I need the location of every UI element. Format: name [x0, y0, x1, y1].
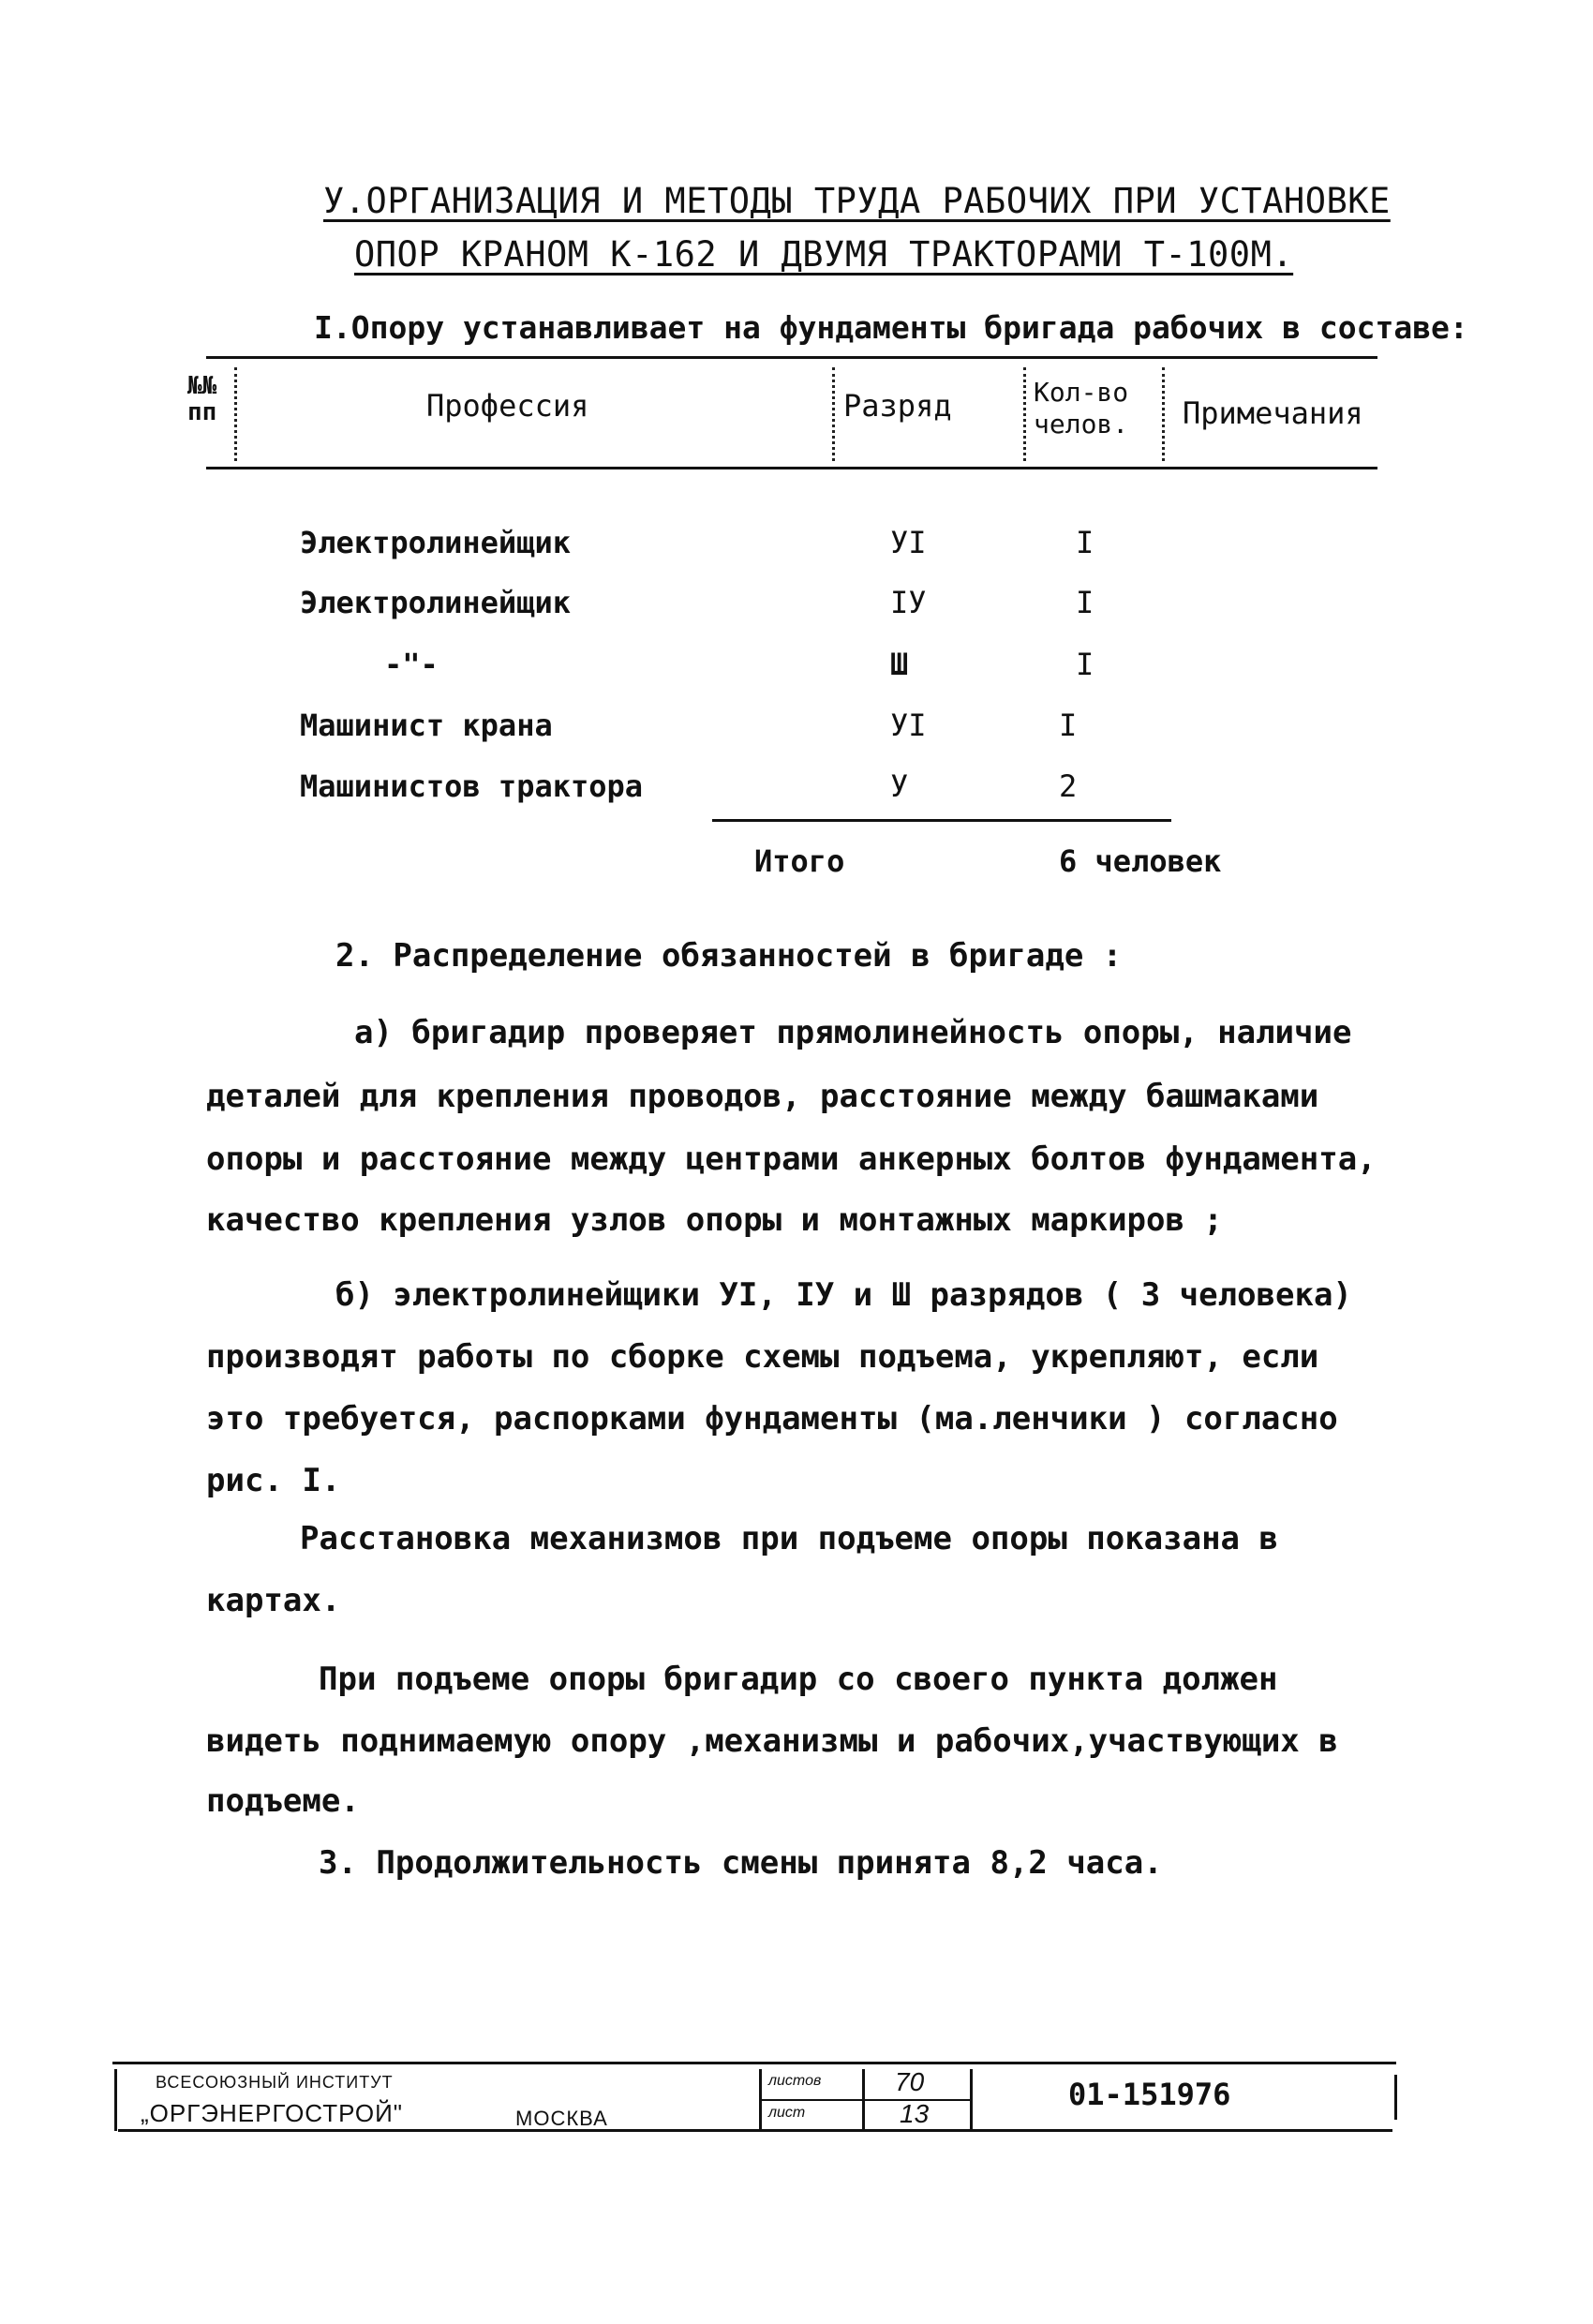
- row-grade: У: [890, 768, 909, 804]
- paragraph-line: б) электролинейщики УI, IУ и Ш разрядов ( 3 человека): [335, 1276, 1352, 1314]
- paragraph-line: деталей для крепления проводов, расстояние между башмаками: [206, 1078, 1319, 1115]
- stamp-city: МОСКВА: [515, 2107, 608, 2130]
- stamp-sheet-value: 13: [900, 2099, 930, 2128]
- title-block: [112, 2062, 1396, 2174]
- row-profession: Электролинейщик: [300, 525, 571, 560]
- header-note: Примечания: [1183, 395, 1363, 431]
- stamp-doc-code: 01-151976: [1068, 2077, 1231, 2112]
- header-count: Кол-во челов.: [1034, 377, 1129, 439]
- stamp-sheets-value: 70: [895, 2067, 925, 2096]
- row-grade: УI: [890, 708, 927, 743]
- column-divider: [1162, 367, 1165, 461]
- section3-shift-duration: 3. Продолжительность смены принята 8,2 часа.: [319, 1844, 1163, 1882]
- paragraph-line: качество крепления узлов опоры и монтажных маркиров ;: [206, 1201, 1223, 1239]
- paragraph-line: подъеме.: [206, 1782, 360, 1820]
- column-divider: [234, 367, 237, 461]
- document-title-line2: ОПОР КРАНОМ К-162 И ДВУМЯ ТРАКТОРАМИ Т-100М.: [354, 234, 1294, 275]
- paragraph-line: При подъеме опоры бригадир со своего пункта должен: [319, 1661, 1278, 1698]
- row-grade: Ш: [890, 647, 909, 682]
- row-count: I: [1059, 708, 1078, 743]
- row-profession: -"-: [384, 647, 439, 682]
- paragraph-line: производят работы по сборке схемы подъема, укрепляют, если: [206, 1338, 1319, 1376]
- stamp-right-rule: [1394, 2075, 1397, 2120]
- stamp-sheet-label: лист: [768, 2105, 806, 2121]
- stamp-bottom-rule: [118, 2129, 1392, 2132]
- header-num: №№ пп: [187, 372, 217, 426]
- paragraph-line: рис. I.: [206, 1462, 341, 1499]
- column-divider: [1023, 367, 1026, 461]
- header-grade: Разряд: [843, 388, 952, 424]
- total-label: Итого: [754, 843, 845, 879]
- stamp-institute-line2: „ОРГЭНЕРГОСТРОЙ": [141, 2099, 403, 2127]
- stamp-institute-line1: ВСЕСОЮЗНЫЙ ИНСТИТУТ: [156, 2073, 394, 2092]
- row-count: I: [1076, 647, 1094, 682]
- stamp-left-rule: [114, 2069, 117, 2131]
- crew-intro: I.Опору устанавливает на фундаменты бригада рабочих в составе:: [314, 309, 1468, 346]
- paragraph-line: а) бригадир проверяет прямолинейность опоры, наличие: [354, 1014, 1352, 1051]
- stamp-mid-rule: [761, 2099, 971, 2101]
- row-grade: УI: [890, 525, 927, 560]
- paragraph-line: Расстановка механизмов при подъеме опоры показана в: [300, 1520, 1278, 1557]
- row-profession: Электролинейщик: [300, 585, 571, 620]
- document-title-line1: У.ОРГАНИЗАЦИЯ И МЕТОДЫ ТРУДА РАБОЧИХ ПРИ УСТАНОВКЕ: [323, 181, 1391, 221]
- row-count: I: [1076, 585, 1094, 620]
- total-rule: [712, 819, 1171, 822]
- row-profession: Машинистов трактора: [300, 768, 644, 804]
- table-top-rule: [206, 356, 1377, 359]
- column-divider: [832, 367, 835, 461]
- table-header-rule: [206, 467, 1377, 469]
- paragraph-line: это требуется, распорками фундаменты (ма.ленчики ) согласно: [206, 1400, 1338, 1438]
- paragraph-line: картах.: [206, 1582, 341, 1619]
- paragraph-line: видеть поднимаемую опору ,механизмы и рабочих,участвующих в: [206, 1722, 1338, 1760]
- row-profession: Машинист крана: [300, 708, 553, 743]
- paragraph-line: опоры и расстояние между центрами анкерных болтов фундамента,: [206, 1140, 1377, 1178]
- row-count: 2: [1059, 768, 1078, 804]
- section2-heading: 2. Распределение обязанностей в бригаде :: [335, 937, 1123, 975]
- row-grade: IУ: [890, 585, 927, 620]
- stamp-top-rule: [112, 2062, 1396, 2064]
- total-value: 6 человек: [1059, 843, 1222, 879]
- stamp-sheets-label: листов: [768, 2073, 822, 2089]
- row-count: I: [1076, 525, 1094, 560]
- header-profession: Профессия: [426, 388, 589, 424]
